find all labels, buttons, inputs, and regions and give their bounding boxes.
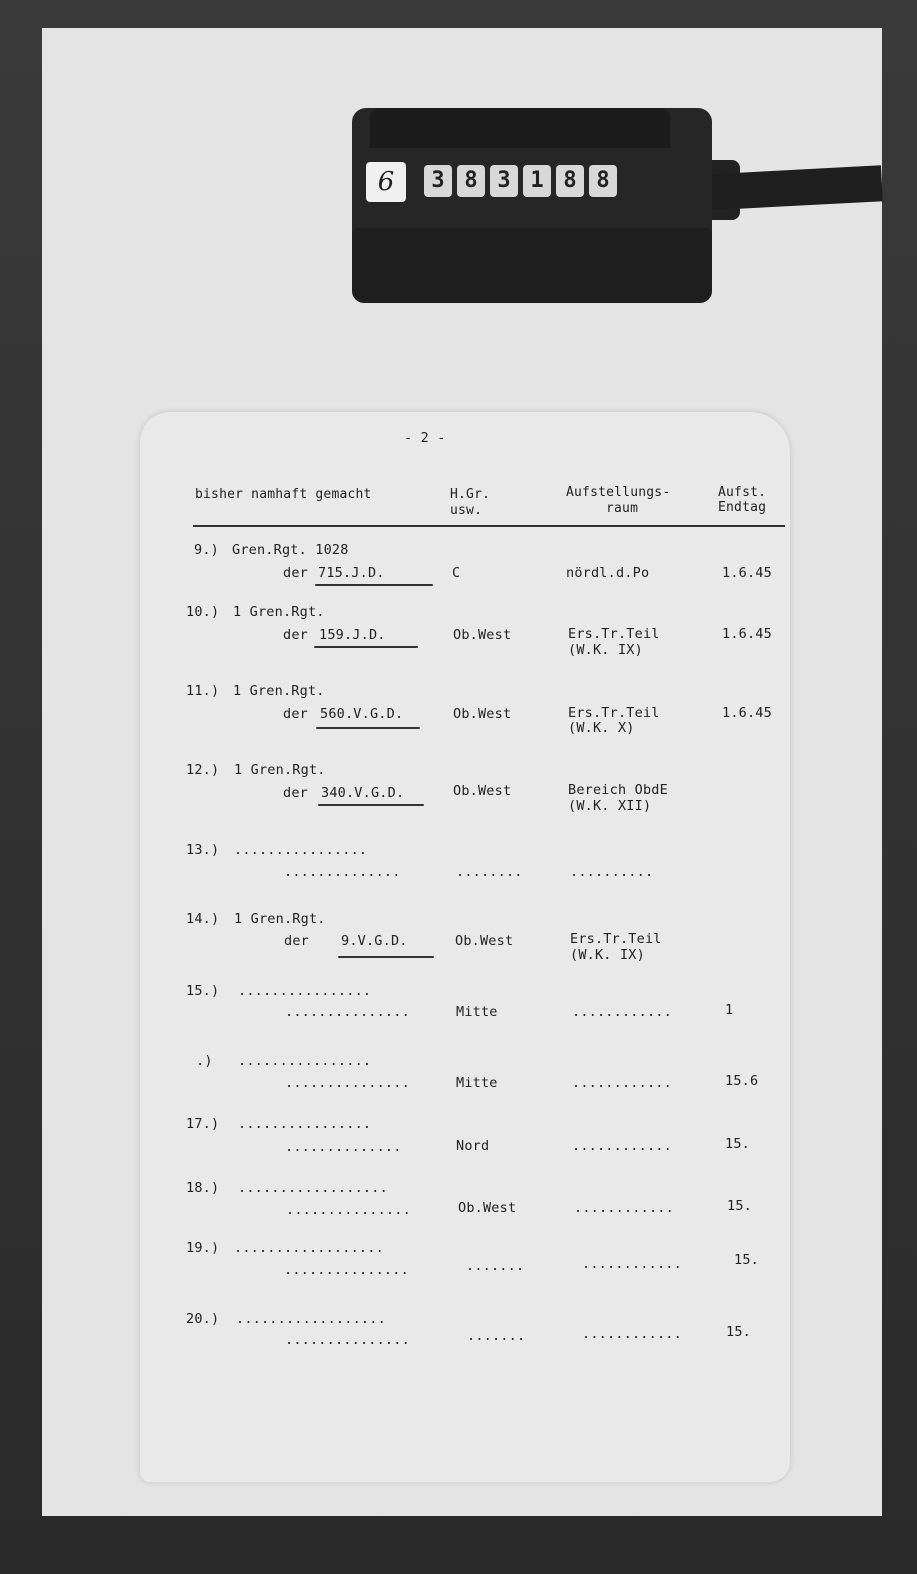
row-line2-prefix: der [283, 627, 308, 643]
header-col3-line2: raum [606, 501, 639, 516]
row-line1: ................ [234, 842, 368, 858]
unit-underline [315, 584, 433, 586]
row-number: 19.) [186, 1240, 220, 1256]
row-raum-line2: (W.K. IX) [570, 947, 645, 963]
unit-underline [314, 646, 418, 648]
row-raum-line1: nördl.d.Po [566, 565, 650, 581]
row-line2-prefix: der [283, 785, 308, 801]
row-endtag: 1.6.45 [722, 626, 772, 642]
header-col4-line2: Endtag [718, 500, 767, 515]
row-line1: 1 Gren.Rgt. [234, 762, 326, 778]
row-number: 15.) [186, 983, 220, 999]
unit-underline [318, 804, 424, 806]
row-raum-line2: (W.K. X) [568, 720, 635, 736]
row-hgr: Ob.West [455, 933, 514, 949]
header-col1: bisher namhaft gemacht [195, 487, 372, 502]
row-raum-line1: Ers.Tr.Teil [568, 705, 660, 721]
unit-underline [316, 727, 420, 729]
row-line1: ................ [238, 1053, 372, 1069]
row-line2-prefix: der [284, 933, 309, 949]
row-endtag: 15. [734, 1252, 759, 1268]
row-line1: 1 Gren.Rgt. [233, 604, 325, 620]
row-line1: Gren.Rgt. 1028 [232, 542, 349, 558]
row-endtag: 15.6 [725, 1073, 759, 1089]
counter-prefix: 6 [366, 162, 406, 202]
row-number: .) [196, 1053, 213, 1069]
counter-top [370, 108, 670, 148]
row-raum-line2: (W.K. IX) [568, 642, 643, 658]
row-endtag: 15. [726, 1324, 751, 1340]
row-hgr: Ob.West [458, 1200, 517, 1216]
unit-underline [338, 956, 434, 958]
counter-digits [424, 165, 617, 197]
row-endtag: 1.6.45 [722, 565, 772, 581]
counter-digit: 1 [523, 165, 551, 197]
row-endtag: 15. [727, 1198, 752, 1214]
row-hgr: Ob.West [453, 783, 512, 799]
row-unit: ............... [285, 1332, 410, 1348]
row-unit: ............... [285, 1004, 410, 1020]
row-number: 12.) [186, 762, 220, 778]
row-unit: ............... [285, 1075, 410, 1091]
counter-digit: 8 [457, 165, 485, 197]
row-raum-line2: ............ [582, 1326, 682, 1342]
row-endtag: 15. [725, 1136, 750, 1152]
row-endtag: 1.6.45 [722, 705, 772, 721]
row-unit: .............. [284, 864, 401, 880]
row-unit: .............. [285, 1139, 402, 1155]
row-line1: 1 Gren.Rgt. [233, 683, 325, 699]
frame-counter-device [352, 108, 712, 303]
row-raum-line2: (W.K. XII) [568, 798, 652, 814]
header-col2-line1: H.Gr. [450, 487, 491, 502]
row-line2-prefix: der [283, 706, 308, 722]
header-col2-line2: usw. [450, 503, 483, 518]
row-unit: 560.V.G.D. [320, 706, 404, 722]
row-raum-line2: ............ [582, 1256, 682, 1272]
header-rule [193, 525, 785, 527]
row-raum-line2: ............ [574, 1200, 674, 1216]
row-number: 11.) [186, 683, 220, 699]
row-line2-prefix: der [283, 565, 308, 581]
row-line1: ................ [238, 1116, 372, 1132]
row-line1: ................ [238, 983, 372, 999]
row-line1: .................. [238, 1180, 388, 1196]
header-col4-line1: Aufst. [718, 485, 767, 500]
row-raum-line1: Ers.Tr.Teil [570, 931, 662, 947]
row-line1: .................. [234, 1240, 384, 1256]
row-raum-line2: ............ [572, 1138, 672, 1154]
row-number: 14.) [186, 911, 220, 927]
row-endtag: 1 [725, 1002, 734, 1018]
row-unit: 340.V.G.D. [321, 785, 405, 801]
counter-digit: 8 [556, 165, 584, 197]
row-raum-line1: Bereich ObdE [568, 782, 668, 798]
row-number: 20.) [186, 1311, 220, 1327]
row-number: 13.) [186, 842, 220, 858]
header-col3-line1: Aufstellungs- [566, 485, 671, 500]
row-number: 18.) [186, 1180, 220, 1196]
counter-digit: 3 [490, 165, 518, 197]
row-unit: ............... [284, 1262, 409, 1278]
row-unit: 715.J.D. [318, 565, 385, 581]
counter-digit: 8 [589, 165, 617, 197]
row-unit: 159.J.D. [319, 627, 386, 643]
row-raum-line2: ............ [572, 1004, 672, 1020]
row-unit: ............... [286, 1202, 411, 1218]
row-hgr: Ob.West [453, 627, 512, 643]
row-hgr: ........ [456, 864, 523, 880]
row-hgr: Ob.West [453, 706, 512, 722]
row-number: 10.) [186, 604, 220, 620]
row-hgr: C [452, 565, 461, 581]
row-hgr: Nord [456, 1138, 490, 1154]
row-hgr: Mitte [456, 1004, 498, 1020]
row-number: 9.) [194, 542, 219, 558]
counter-digit: 3 [424, 165, 452, 197]
counter-base [352, 228, 712, 303]
row-line1: .................. [236, 1311, 386, 1327]
row-unit: 9.V.G.D. [341, 933, 408, 949]
row-number: 17.) [186, 1116, 220, 1132]
row-raum-line2: ............ [572, 1075, 672, 1091]
row-hgr: Mitte [456, 1075, 498, 1091]
row-raum-line1: Ers.Tr.Teil [568, 626, 660, 642]
row-line1: 1 Gren.Rgt. [234, 911, 326, 927]
row-hgr: ....... [467, 1328, 526, 1344]
row-raum-line2: .......... [570, 864, 654, 880]
row-hgr: ....... [466, 1258, 525, 1274]
page-number: - 2 - [404, 430, 446, 446]
